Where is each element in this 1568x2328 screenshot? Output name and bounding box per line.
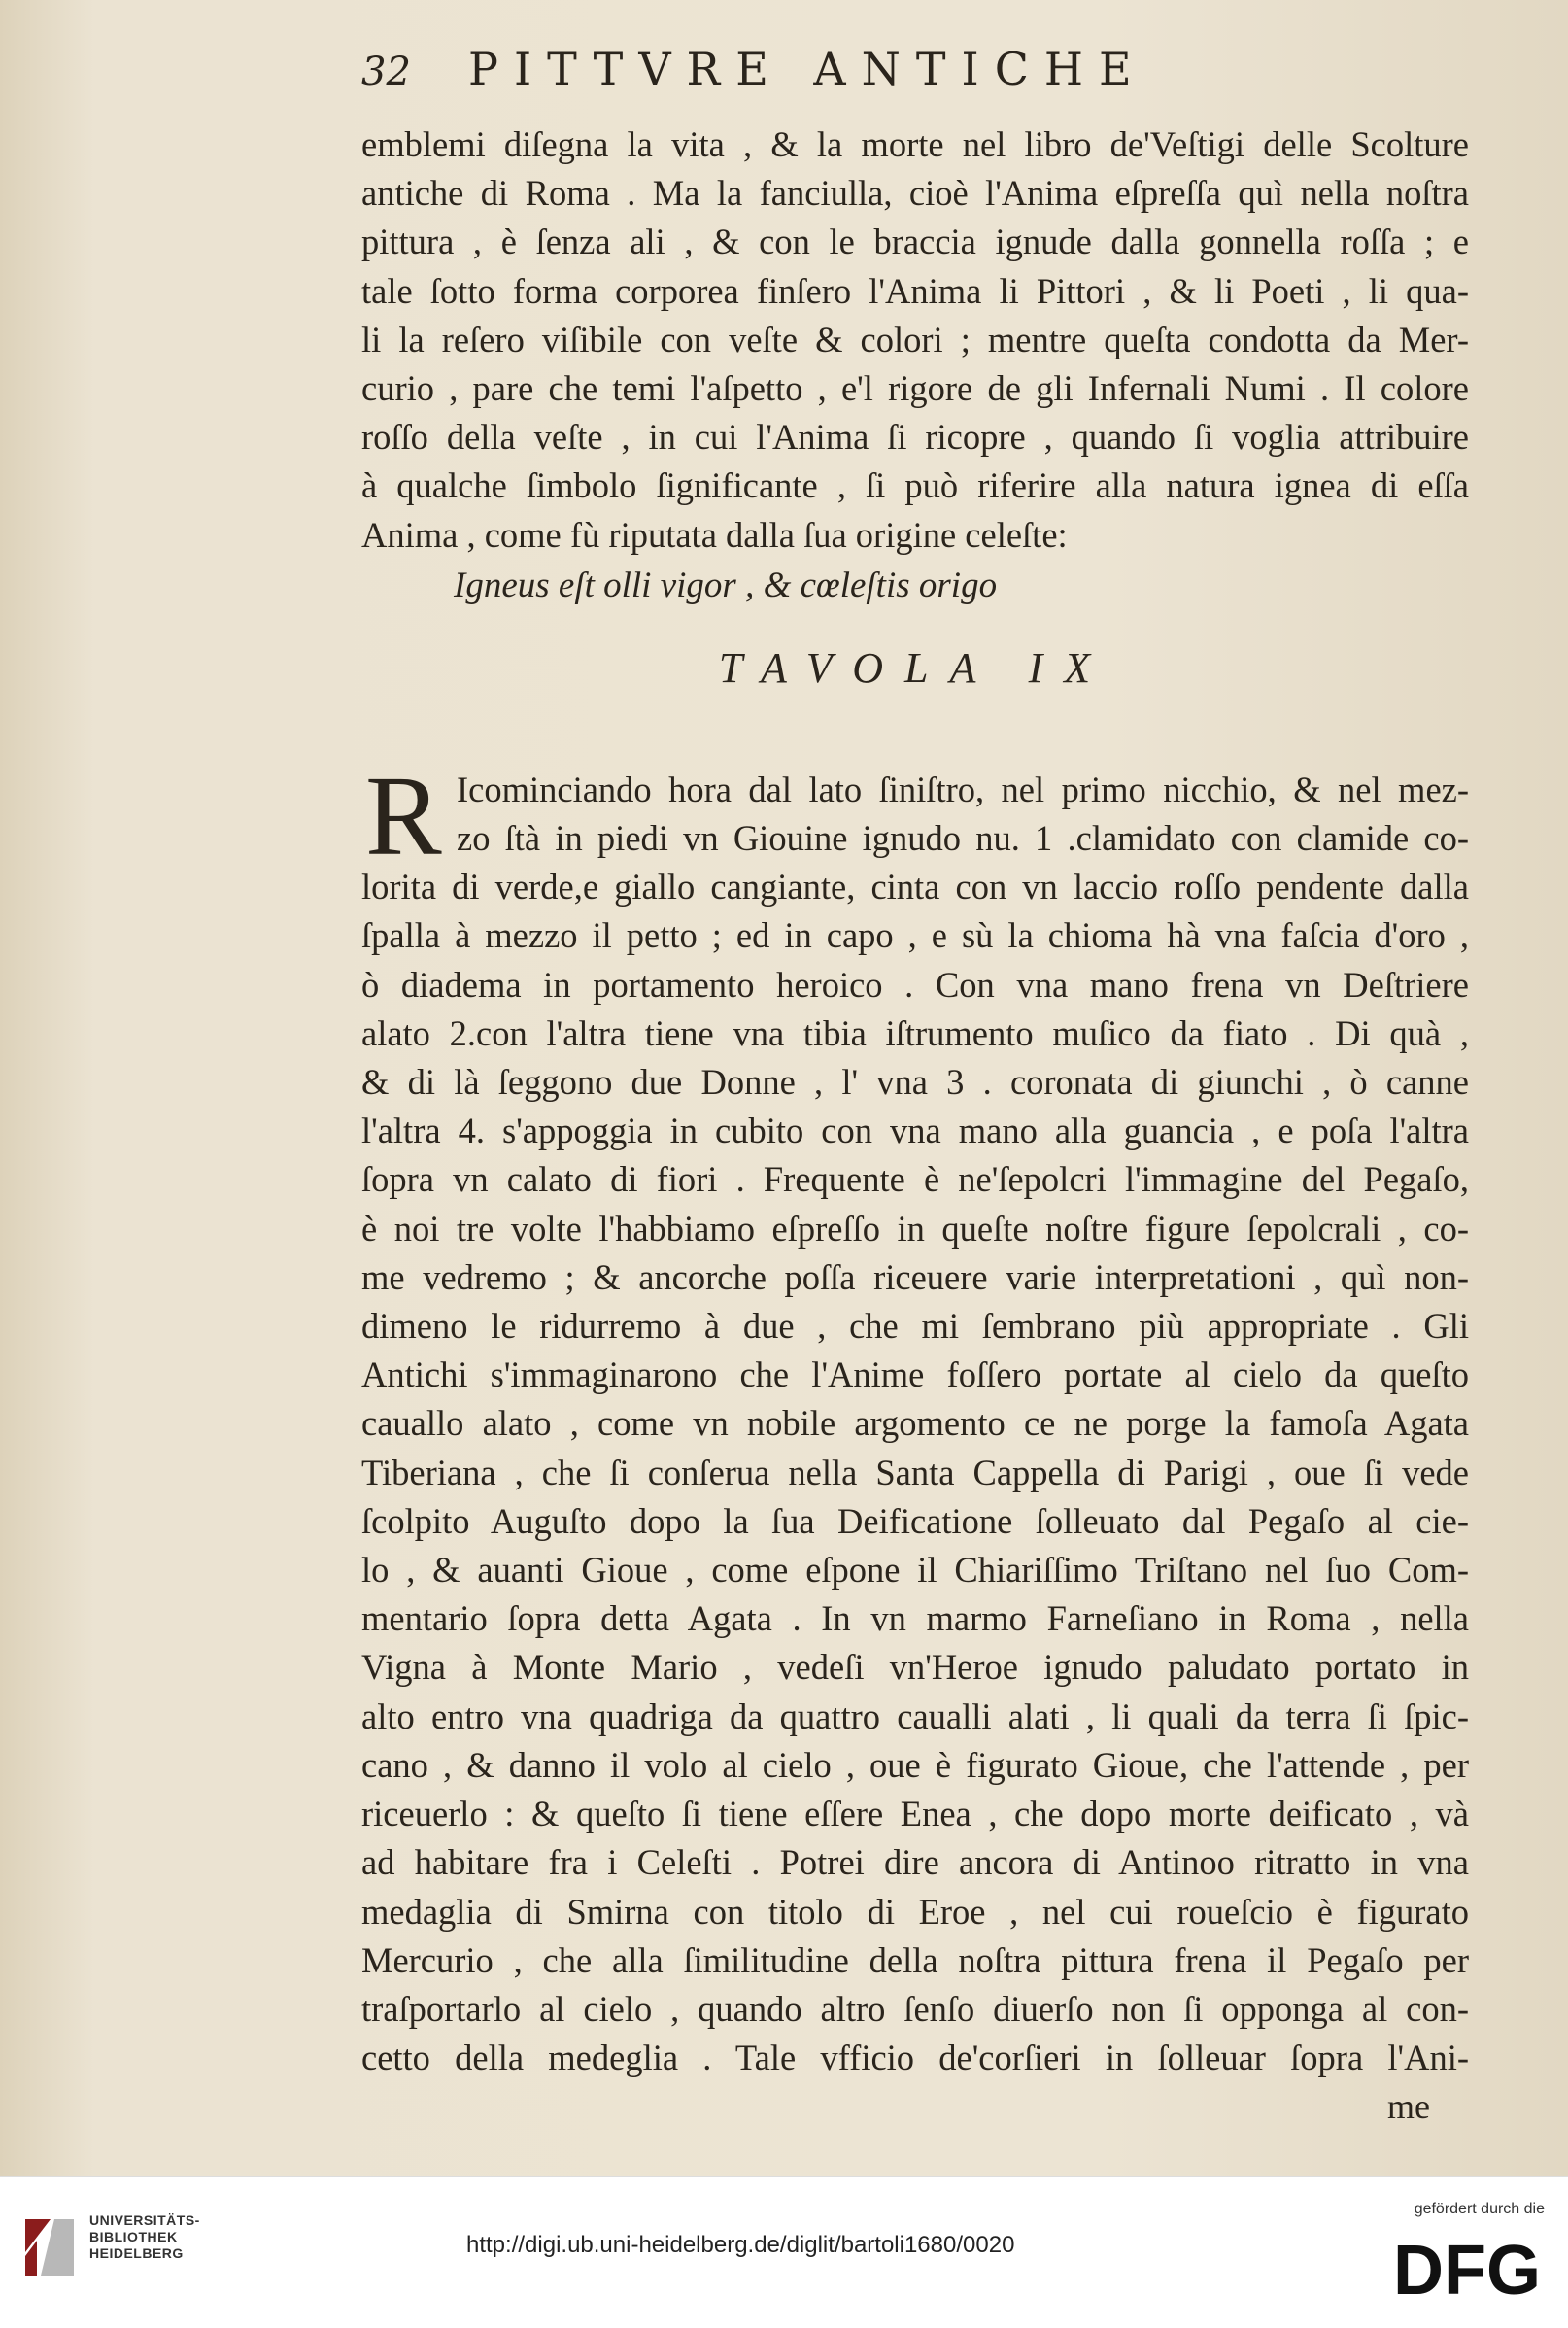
- text-line: li la reſero viſibile con veſte & colori ; mentre queſta condotta da Mer-: [361, 319, 1469, 359]
- text-line: Icominciando hora dal lato ſiniſtro, nel primo nicchio, & nel mez-: [457, 769, 1469, 809]
- text-line: lorita di verde,e giallo cangiante, cinta con vn laccio roſſo pendente dalla: [361, 867, 1469, 907]
- text-line: lo , & auanti Gioue , come eſpone il Chiariſſimo Triſtano nel ſuo Com-: [361, 1550, 1469, 1591]
- viewer-footer: [0, 2176, 1568, 2328]
- text-line: ò diadema in portamento heroico . Con vna mano frena vn Deſtriere: [361, 964, 1469, 1005]
- text-line: l'altra 4. s'appoggia in cubito con vna mano alla guancia , e poſa l'altra: [361, 1111, 1469, 1151]
- text-line: roſſo della veſte , in cui l'Anima ſi ricopre , quando ſi voglia attribuire: [361, 417, 1469, 458]
- library-name-line: HEIDELBERG: [89, 2245, 184, 2261]
- funded-by-label: gefördert durch die: [1414, 2201, 1545, 2217]
- running-title: PITTVRE ANTICHE: [468, 43, 1147, 95]
- text-line: tale ſotto forma corporea finſero l'Anima li Pittori , & li Poeti , li qua-: [361, 270, 1469, 311]
- library-name-line: BIBLIOTHEK: [89, 2229, 178, 2244]
- section-title: TAVOLA IX: [718, 643, 1112, 692]
- text-line: Antichi s'immaginarono che l'Anime foſſero portate al cielo da queſto: [361, 1354, 1469, 1395]
- page-number: 32: [361, 50, 411, 94]
- text-line: alto entro vna quadriga da quattro caualli alati , li quali da terra ſi ſpic-: [361, 1695, 1469, 1736]
- text-line: emblemi diſegna la vita , & la morte nel libro de'Veſtigi delle Scolture: [361, 124, 1469, 164]
- page-content: [361, 43, 1469, 2131]
- text-line: Tiberiana , che ſi conſerua nella Santa Cappella di Parigi , oue ſi vede: [361, 1452, 1469, 1492]
- text-line: Vigna à Monte Mario , vedeſi vn'Heroe ignudo paludato portato in: [361, 1647, 1469, 1688]
- text-line: alato 2.con l'altra tiene vna tibia iſtrumento muſico da fiato . Di quà ,: [361, 1012, 1469, 1053]
- drop-capital: R: [365, 751, 442, 879]
- text-line: antiche di Roma . Ma la fanciulla, cioè l'Anima eſpreſſa quì nella noſtra: [361, 173, 1469, 214]
- text-line: riceuerlo : & queſto ſi tiene eſſere Enea , che dopo morte deificato , và: [361, 1794, 1469, 1834]
- text-line: ad habitare fra i Celeſti . Potrei dire ancora di Antinoo ritratto in vna: [361, 1842, 1469, 1883]
- text-line: zo ſtà in piedi vn Giouine ignudo nu. 1 .clamidato con clamide co-: [457, 818, 1469, 859]
- library-name-line: UNIVERSITÄTS-: [89, 2212, 200, 2228]
- text-line: à qualche ſimbolo ſignificante , ſi può riferire alla natura ignea di eſſa: [361, 465, 1469, 506]
- text-line: ſcolpito Auguſto dopo la ſua Deificatione ſolleuato dal Pegaſo al cie-: [361, 1500, 1469, 1541]
- latin-verse: Igneus eſt olli vigor , & cœleſtis origo: [454, 565, 998, 605]
- paragraph-1: [361, 120, 1469, 560]
- text-line: mentario ſopra detta Agata . In vn marmo Farneſiano in Roma , nella: [361, 1598, 1469, 1639]
- text-line: cetto della medeglia . Tale vfficio de'corſieri in ſolleuar ſopra l'Ani-: [361, 2037, 1469, 2078]
- text-line: è noi tre volte l'habbiamo eſpreſſo in queſte noſtre figure ſepolcrali , co-: [361, 1208, 1469, 1249]
- permalink-url[interactable]: http://digi.ub.uni-heidelberg.de/diglit/bartoli1680/0020: [466, 2232, 1015, 2258]
- dfg-logo-icon: [1393, 2234, 1545, 2302]
- text-line: medaglia di Smirna con titolo di Eroe , nel cui roueſcio è figurato: [361, 1891, 1469, 1932]
- text-line: cano , & danno il volo al cielo , oue è figurato Gioue, che l'attende , per: [361, 1744, 1469, 1785]
- university-library-logo-icon: [21, 2213, 78, 2281]
- dfg-logo-text: DFG: [1393, 2234, 1541, 2302]
- text-line: & di là ſeggono due Donne , l' vna 3 . coronata di giunchi , ò canne: [361, 1062, 1469, 1103]
- text-line: Mercurio , che alla ſimilitudine della noſtra pittura frena il Pegaſo per: [361, 1939, 1469, 1980]
- running-head: [361, 43, 1469, 120]
- text-line: cauallo alato , come vn nobile argomento ce ne porge la famoſa Agata: [361, 1403, 1469, 1444]
- text-line: traſportarlo al cielo , quando altro ſenſo diuerſo non ſi opponga al con-: [361, 1988, 1469, 2029]
- paragraph-2: [361, 751, 1469, 2082]
- text-line: ſpalla à mezzo il petto ; ed in capo , e sù la chioma hà vna faſcia d'oro ,: [361, 915, 1469, 956]
- catchword: me: [1387, 2087, 1430, 2127]
- text-line: dimeno le ridurremo à due , che mi ſembrano più appropriate . Gli: [361, 1306, 1469, 1347]
- text-line: Anima , come fù riputata dalla ſua origine celeſte:: [361, 514, 1068, 555]
- text-line: me vedremo ; & ancorche poſſa riceuere varie interpretationi , quì non-: [361, 1256, 1469, 1297]
- university-library-name: [89, 2212, 200, 2262]
- text-line: curio , pare che temi l'aſpetto , e'l rigore de gli Infernali Numi . Il colore: [361, 368, 1469, 409]
- text-line: ſopra vn calato di fiori . Frequente è ne'ſepolcri l'immagine del Pegaſo,: [361, 1159, 1469, 1200]
- text-line: pittura , è ſenza ali , & con le braccia ignude dalla gonnella roſſa ; e: [361, 222, 1469, 262]
